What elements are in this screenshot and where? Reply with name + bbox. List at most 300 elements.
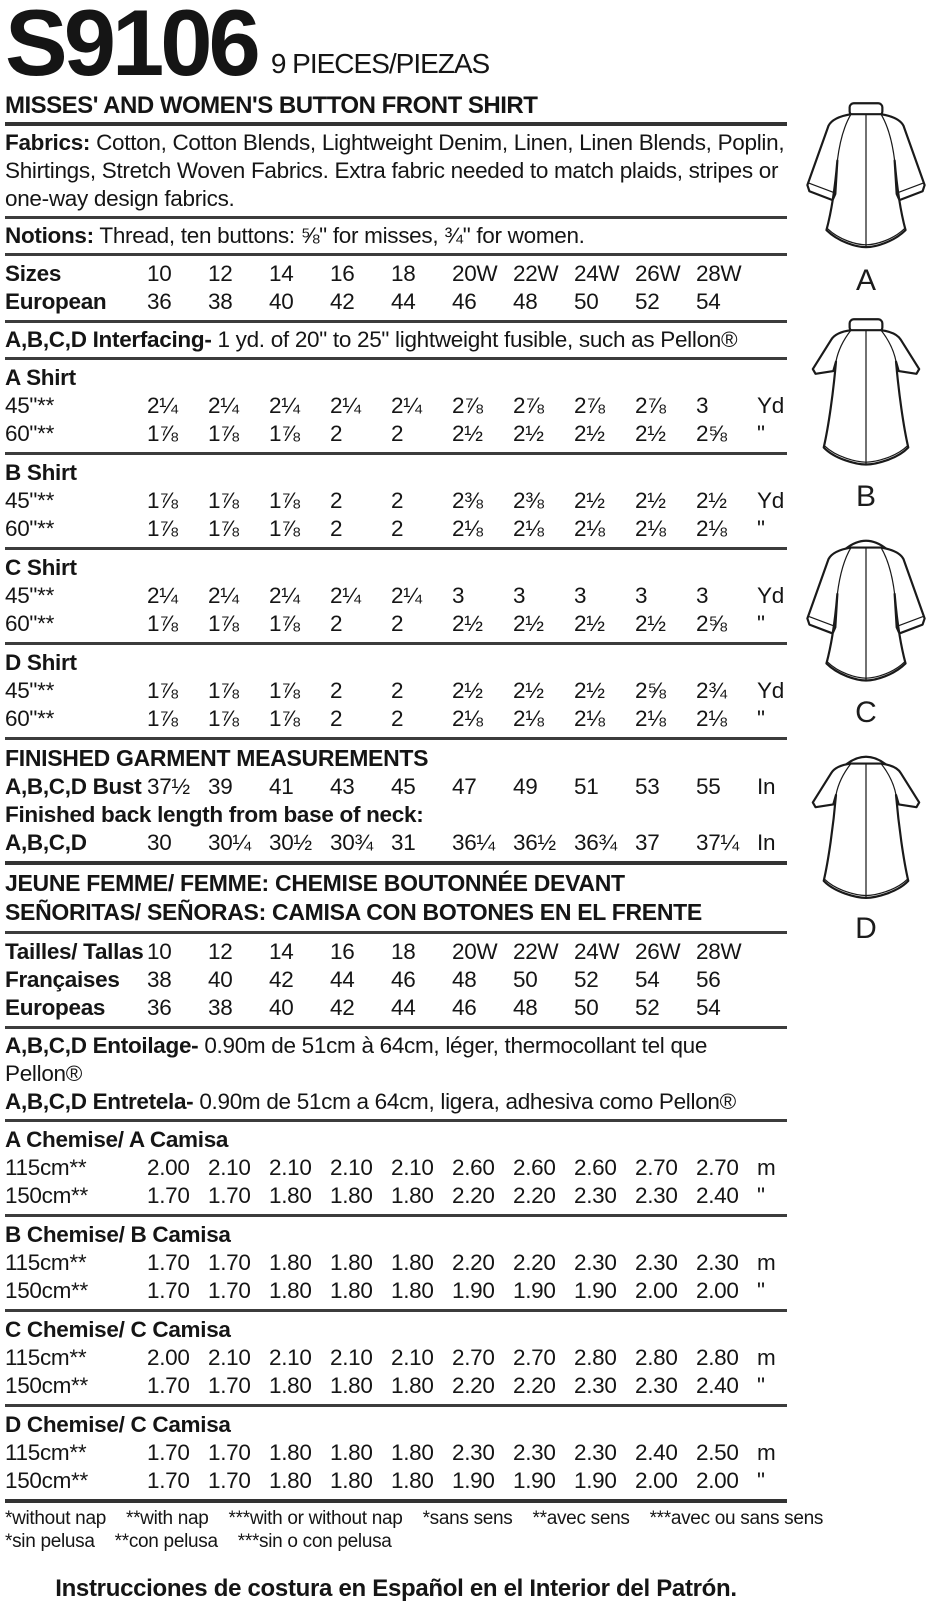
table-row: [5, 392, 787, 420]
row-cell: 2⅛: [574, 516, 605, 541]
row-cell: 2.30: [513, 1440, 556, 1465]
metric-table-a: [5, 1154, 787, 1210]
row-cell: 44: [391, 289, 416, 314]
row-cell: 1.80: [269, 1250, 312, 1275]
row-cell: 3: [696, 583, 709, 608]
row-cell: 36½: [513, 830, 556, 855]
divider: [5, 861, 787, 865]
interfacing-line: [5, 326, 787, 354]
row-cell: 1⅞: [208, 706, 239, 731]
row-cell: 20W: [452, 939, 498, 964]
row-cell: 2: [330, 706, 343, 731]
row-cell: 2⅞: [513, 393, 544, 418]
divider: [5, 1309, 787, 1312]
row-cell: 2¼: [391, 393, 422, 418]
row-label: European: [5, 289, 107, 314]
row-cell: 2.60: [574, 1155, 617, 1180]
interfacing-label: A,B,C,D Interfacing-: [5, 327, 212, 352]
row-cell: 48: [513, 289, 538, 314]
section-heading: A Shirt: [5, 365, 76, 390]
yardage-table-c: [5, 582, 787, 638]
row-cell: 16: [330, 939, 355, 964]
row-cell: 2⅛: [696, 516, 727, 541]
divider: [5, 737, 787, 740]
divider: [5, 1214, 787, 1217]
row-cell: 2½: [452, 678, 483, 703]
row-cell: 22W: [513, 939, 559, 964]
interfacing-text: 1 yd. of 20" to 25" lightweight fusible, such as Pellon®: [217, 327, 738, 352]
row-cell: 20W: [452, 261, 498, 286]
table-row: [5, 1154, 787, 1182]
row-cell: 14: [269, 261, 294, 286]
row-unit: [757, 966, 793, 994]
row-label: 60"**: [5, 611, 55, 636]
row-label: 115cm**: [5, 1250, 87, 1275]
table-row: [5, 966, 787, 994]
row-cell: 2½: [574, 488, 605, 513]
row-cell: 2.20: [452, 1183, 495, 1208]
row-cell: 3: [635, 583, 648, 608]
view-label: A: [855, 264, 876, 297]
row-cell: 2⅜: [513, 488, 544, 513]
table-row: [5, 938, 787, 966]
row-cell: 2⅝: [696, 421, 727, 446]
yardage-section-d: [5, 648, 787, 734]
row-unit: Yd: [757, 488, 784, 513]
row-unit: Yd: [757, 583, 784, 608]
row-label: 45"**: [5, 678, 55, 703]
row-cell: 1⅞: [269, 678, 300, 703]
yardage-table-d: [5, 677, 787, 733]
entretela-label: A,B,C,D Entretela-: [5, 1089, 194, 1114]
row-cell: 44: [330, 967, 355, 992]
row-cell: 1.90: [574, 1468, 617, 1493]
footnote-line-es: [5, 1530, 423, 1553]
section-heading: C Shirt: [5, 555, 77, 580]
row-label: Françaises: [5, 967, 120, 992]
row-cell: 53: [635, 774, 660, 799]
row-cell: 2.40: [696, 1183, 739, 1208]
row-cell: 3: [452, 583, 465, 608]
row-cell: 2¼: [330, 393, 361, 418]
row-cell: 2: [391, 611, 404, 636]
back-length-label: Finished back length from base of neck:: [5, 802, 424, 827]
row-cell: 2⅛: [513, 516, 544, 541]
footnote: ***sin o con pelusa: [237, 1531, 392, 1552]
row-cell: 1.80: [330, 1373, 373, 1398]
entretela-text: 0.90m de 51cm a 64cm, ligera, adhesiva como Pellon®: [199, 1089, 736, 1114]
row-cell: 1⅞: [208, 516, 239, 541]
divider: [5, 642, 787, 645]
metric-table-d: [5, 1439, 787, 1495]
view-label: C: [855, 696, 877, 729]
row-cell: 1⅞: [208, 678, 239, 703]
row-cell: 49: [513, 774, 538, 799]
row-cell: 2¼: [147, 583, 178, 608]
row-cell: 2.10: [208, 1345, 251, 1370]
row-cell: 2¼: [269, 393, 300, 418]
row-cell: 2.10: [391, 1345, 434, 1370]
row-cell: 45: [391, 774, 416, 799]
yardage-section-b: [5, 458, 787, 544]
row-cell: 1⅞: [147, 678, 178, 703]
row-cell: 1.80: [330, 1468, 373, 1493]
row-cell: 2.80: [574, 1345, 617, 1370]
row-cell: 1.80: [269, 1278, 312, 1303]
row-cell: 2⅞: [452, 393, 483, 418]
row-cell: 2.80: [635, 1345, 678, 1370]
row-cell: 2⅜: [452, 488, 483, 513]
spanish-instructions-note: Instrucciones de costura en Español en el Interior del Patrón.: [55, 1575, 737, 1602]
main-column: [5, 0, 824, 1603]
pieces-count: 9 PIECES/PIEZAS: [270, 48, 490, 79]
row-cell: 3: [574, 583, 587, 608]
table-row: [5, 677, 787, 705]
row-cell: 18: [391, 939, 416, 964]
row-cell: 48: [452, 967, 477, 992]
row-cell: 28W: [696, 939, 742, 964]
row-cell: 2.10: [269, 1155, 312, 1180]
finished-measurements: [5, 743, 787, 858]
intl-headings: [5, 868, 787, 928]
view-c: [791, 530, 941, 729]
intl-size-table: [5, 937, 787, 1023]
row-cell: 2.30: [574, 1373, 617, 1398]
row-cell: 54: [696, 289, 721, 314]
row-cell: 47: [452, 774, 477, 799]
row-label: Europeas: [5, 995, 106, 1020]
row-cell: 1.80: [269, 1468, 312, 1493]
row-cell: 2.30: [635, 1183, 678, 1208]
footnote: ***avec ou sans sens: [649, 1508, 824, 1529]
row-label: 150cm**: [5, 1278, 88, 1303]
row-cell: 30: [147, 830, 172, 855]
row-cell: 2⅝: [696, 611, 727, 636]
row-unit: ": [757, 1373, 765, 1398]
row-cell: 2⅛: [452, 706, 483, 731]
footnote: **avec sens: [532, 1508, 630, 1529]
row-cell: 2½: [452, 611, 483, 636]
row-cell: 2.10: [391, 1155, 434, 1180]
row-cell: 39: [208, 774, 233, 799]
row-cell: 2: [330, 611, 343, 636]
row-cell: 28W: [696, 261, 742, 286]
row-cell: 2½: [452, 421, 483, 446]
row-cell: 1.80: [330, 1440, 373, 1465]
row-cell: 1⅞: [147, 488, 178, 513]
view-a: [791, 98, 941, 297]
row-cell: 2.20: [513, 1250, 556, 1275]
table-row: [5, 582, 787, 610]
row-cell: 1.90: [513, 1278, 556, 1303]
pattern-number: S9106: [5, 0, 257, 95]
fabrics-text: Cotton, Cotton Blends, Lightweight Denim, Linen, Linen Blends, Poplin, Shirtings, Stretch Woven Fabrics. Extra fabric needed to match plaids, stripes or one-way design fabrics.: [5, 130, 785, 211]
row-unit: ": [757, 516, 765, 541]
shirt-b-illustration: [791, 314, 941, 480]
row-label: 115cm**: [5, 1155, 87, 1180]
row-cell: 2.10: [269, 1345, 312, 1370]
row-cell: 2.30: [696, 1250, 739, 1275]
row-cell: 2½: [696, 488, 727, 513]
row-label: 60"**: [5, 706, 55, 731]
row-cell: 2⅝: [635, 678, 666, 703]
row-cell: 37¼: [696, 830, 739, 855]
row-unit: ": [757, 706, 765, 731]
back-length-table: [5, 829, 787, 857]
table-row: [5, 1277, 787, 1305]
row-cell: 2¼: [391, 583, 422, 608]
divider: [5, 1026, 787, 1029]
row-unit: m: [757, 1155, 776, 1180]
row-cell: 55: [696, 774, 721, 799]
view-label: D: [855, 912, 877, 945]
row-label: 45"**: [5, 393, 55, 418]
row-cell: 1.70: [147, 1250, 190, 1275]
row-cell: 41: [269, 774, 294, 799]
metric-table-c: [5, 1344, 787, 1400]
row-cell: 2½: [635, 611, 666, 636]
row-cell: 24W: [574, 939, 620, 964]
row-cell: 2: [330, 516, 343, 541]
row-cell: 1⅞: [208, 488, 239, 513]
row-unit: m: [757, 1440, 776, 1465]
footnote: ***with or without nap: [228, 1508, 403, 1529]
notions-line: [5, 222, 787, 250]
row-cell: 50: [574, 289, 599, 314]
table-row: [5, 610, 787, 638]
row-cell: 44: [391, 995, 416, 1020]
row-cell: 2½: [635, 488, 666, 513]
row-unit: m: [757, 1250, 776, 1275]
row-label: 45"**: [5, 583, 55, 608]
table-row: [5, 1439, 787, 1467]
table-row: [5, 1467, 787, 1495]
row-cell: 38: [147, 967, 172, 992]
table-row: [5, 420, 787, 448]
metric-section-d: [5, 1410, 787, 1496]
row-cell: 2.40: [696, 1373, 739, 1398]
footnote: *sin pelusa: [5, 1531, 95, 1552]
divider: [5, 320, 787, 323]
row-cell: 1.80: [269, 1440, 312, 1465]
row-cell: 31: [391, 830, 416, 855]
row-cell: 1.70: [147, 1183, 190, 1208]
table-row: [5, 829, 787, 857]
row-cell: 1.70: [147, 1373, 190, 1398]
footnotes-right: [423, 1507, 844, 1553]
row-cell: 2¼: [208, 583, 239, 608]
row-label: 115cm**: [5, 1440, 87, 1465]
entoilage-text: 0.90m de 51cm à 64cm, léger, thermocollant tel que Pellon®: [5, 1033, 708, 1086]
row-cell: 1⅞: [269, 706, 300, 731]
row-cell: 26W: [635, 261, 681, 286]
row-cell: 1.70: [208, 1440, 251, 1465]
row-cell: 2.00: [696, 1468, 739, 1493]
row-cell: 2.30: [452, 1440, 495, 1465]
row-label: 115cm**: [5, 1345, 87, 1370]
row-cell: 1.80: [330, 1183, 373, 1208]
shirt-c-illustration: [791, 530, 941, 696]
row-cell: 37: [635, 830, 660, 855]
view-d: [791, 746, 941, 945]
row-cell: 2½: [513, 611, 544, 636]
row-cell: 2.00: [147, 1345, 190, 1370]
footnotes: [5, 1507, 824, 1553]
row-cell: 36¼: [452, 830, 495, 855]
table-row: [5, 1182, 787, 1210]
row-cell: 2.60: [513, 1155, 556, 1180]
row-cell: 2.60: [452, 1155, 495, 1180]
section-heading: C Chemise/ C Camisa: [5, 1317, 231, 1342]
row-cell: 2¾: [696, 678, 727, 703]
metric-section-b: [5, 1220, 787, 1306]
row-cell: 54: [635, 967, 660, 992]
entoilage-line: [5, 1032, 787, 1088]
divider: [5, 122, 787, 126]
row-cell: 46: [452, 289, 477, 314]
row-cell: 30¾: [330, 830, 373, 855]
row-cell: 1⅞: [269, 611, 300, 636]
entoilage-label: A,B,C,D Entoilage-: [5, 1033, 199, 1058]
row-cell: 2⅛: [635, 706, 666, 731]
row-cell: 1.80: [391, 1440, 434, 1465]
row-cell: 2⅛: [574, 706, 605, 731]
row-cell: 2.00: [147, 1155, 190, 1180]
row-cell: 2¼: [330, 583, 361, 608]
heading-spanish: SEÑORITAS/ SEÑORAS: CAMISA CON BOTONES EN EL FRENTE: [5, 899, 702, 925]
row-cell: 1⅞: [147, 706, 178, 731]
row-unit: [757, 994, 793, 1022]
row-cell: 42: [330, 995, 355, 1020]
footnote: **with nap: [125, 1508, 209, 1529]
row-cell: 51: [574, 774, 599, 799]
row-cell: 2⅛: [452, 516, 483, 541]
row-cell: 1.90: [452, 1468, 495, 1493]
table-row: [5, 773, 787, 801]
row-cell: 2: [330, 488, 343, 513]
row-cell: 52: [635, 289, 660, 314]
row-unit: ": [757, 611, 765, 636]
divider: [5, 357, 787, 360]
row-cell: 2: [391, 488, 404, 513]
row-cell: 30¼: [208, 830, 251, 855]
table-row: [5, 1344, 787, 1372]
footnotes-left: [5, 1507, 423, 1553]
row-cell: 2⅛: [696, 706, 727, 731]
row-cell: 1.80: [391, 1183, 434, 1208]
row-cell: 12: [208, 261, 233, 286]
row-label: 150cm**: [5, 1468, 88, 1493]
row-cell: 1⅞: [208, 611, 239, 636]
footnote: *sans sens: [422, 1508, 513, 1529]
row-cell: 1.80: [269, 1373, 312, 1398]
row-cell: 36¾: [574, 830, 617, 855]
row-cell: 2.70: [452, 1345, 495, 1370]
row-cell: 2.00: [696, 1278, 739, 1303]
row-cell: 2.10: [330, 1345, 373, 1370]
row-label: 150cm**: [5, 1373, 88, 1398]
row-cell: 1.70: [208, 1250, 251, 1275]
row-cell: 2½: [574, 678, 605, 703]
view-b: [791, 314, 941, 513]
row-unit: ": [757, 1278, 765, 1303]
row-cell: 2.20: [513, 1373, 556, 1398]
row-cell: 2.30: [635, 1373, 678, 1398]
section-heading: B Shirt: [5, 460, 77, 485]
section-heading: B Chemise/ B Camisa: [5, 1222, 231, 1247]
divider: [5, 253, 787, 256]
row-cell: 1.70: [208, 1278, 251, 1303]
table-row: [5, 260, 787, 288]
notions-text: Thread, ten buttons: ⅝" for misses, ¾" for women.: [99, 223, 585, 248]
row-cell: 2.20: [452, 1373, 495, 1398]
row-cell: 1⅞: [269, 421, 300, 446]
yardage-table-a: [5, 392, 787, 448]
row-cell: 2: [391, 678, 404, 703]
row-cell: 2¼: [269, 583, 300, 608]
shirt-d-illustration: [791, 746, 941, 912]
row-cell: 50: [574, 995, 599, 1020]
row-cell: 2¼: [147, 393, 178, 418]
row-cell: 2: [391, 706, 404, 731]
row-cell: 1.80: [391, 1468, 434, 1493]
row-cell: 1⅞: [269, 488, 300, 513]
row-cell: 2.50: [696, 1440, 739, 1465]
footnote: *without nap: [5, 1508, 106, 1529]
row-label: Sizes: [5, 261, 62, 286]
row-label: 60"**: [5, 421, 55, 446]
row-cell: 2¼: [208, 393, 239, 418]
row-unit: ": [757, 1468, 765, 1493]
bust-table: [5, 773, 787, 801]
yardage-section-c: [5, 553, 787, 639]
row-cell: 1⅞: [208, 421, 239, 446]
row-cell: 2⅛: [513, 706, 544, 731]
row-cell: 1.90: [574, 1278, 617, 1303]
row-cell: 18: [391, 261, 416, 286]
row-cell: 54: [696, 995, 721, 1020]
row-cell: 48: [513, 995, 538, 1020]
row-cell: 2.00: [635, 1468, 678, 1493]
row-label: 60"**: [5, 516, 55, 541]
row-cell: 2.30: [635, 1250, 678, 1275]
row-cell: 2⅞: [635, 393, 666, 418]
row-cell: 2: [391, 421, 404, 446]
metric-section-c: [5, 1315, 787, 1401]
row-cell: 24W: [574, 261, 620, 286]
metric-section-a: [5, 1125, 787, 1211]
row-cell: 46: [452, 995, 477, 1020]
row-cell: 26W: [635, 939, 681, 964]
row-cell: 1.70: [147, 1440, 190, 1465]
row-cell: 2½: [513, 421, 544, 446]
row-cell: 3: [696, 393, 709, 418]
row-cell: 1⅞: [147, 516, 178, 541]
yardage-section-a: [5, 363, 787, 449]
row-cell: 1⅞: [269, 516, 300, 541]
fabrics-label: Fabrics:: [5, 130, 91, 155]
row-cell: 2.30: [574, 1250, 617, 1275]
row-cell: 2.20: [452, 1250, 495, 1275]
row-cell: 2⅛: [635, 516, 666, 541]
table-row: [5, 487, 787, 515]
yardage-table-b: [5, 487, 787, 543]
size-table: [5, 259, 787, 317]
row-cell: 10: [147, 939, 172, 964]
row-label: A,B,C,D Bust: [5, 774, 142, 799]
notions-label: Notions:: [5, 223, 94, 248]
row-label: Tailles/ Tallas: [5, 939, 144, 964]
